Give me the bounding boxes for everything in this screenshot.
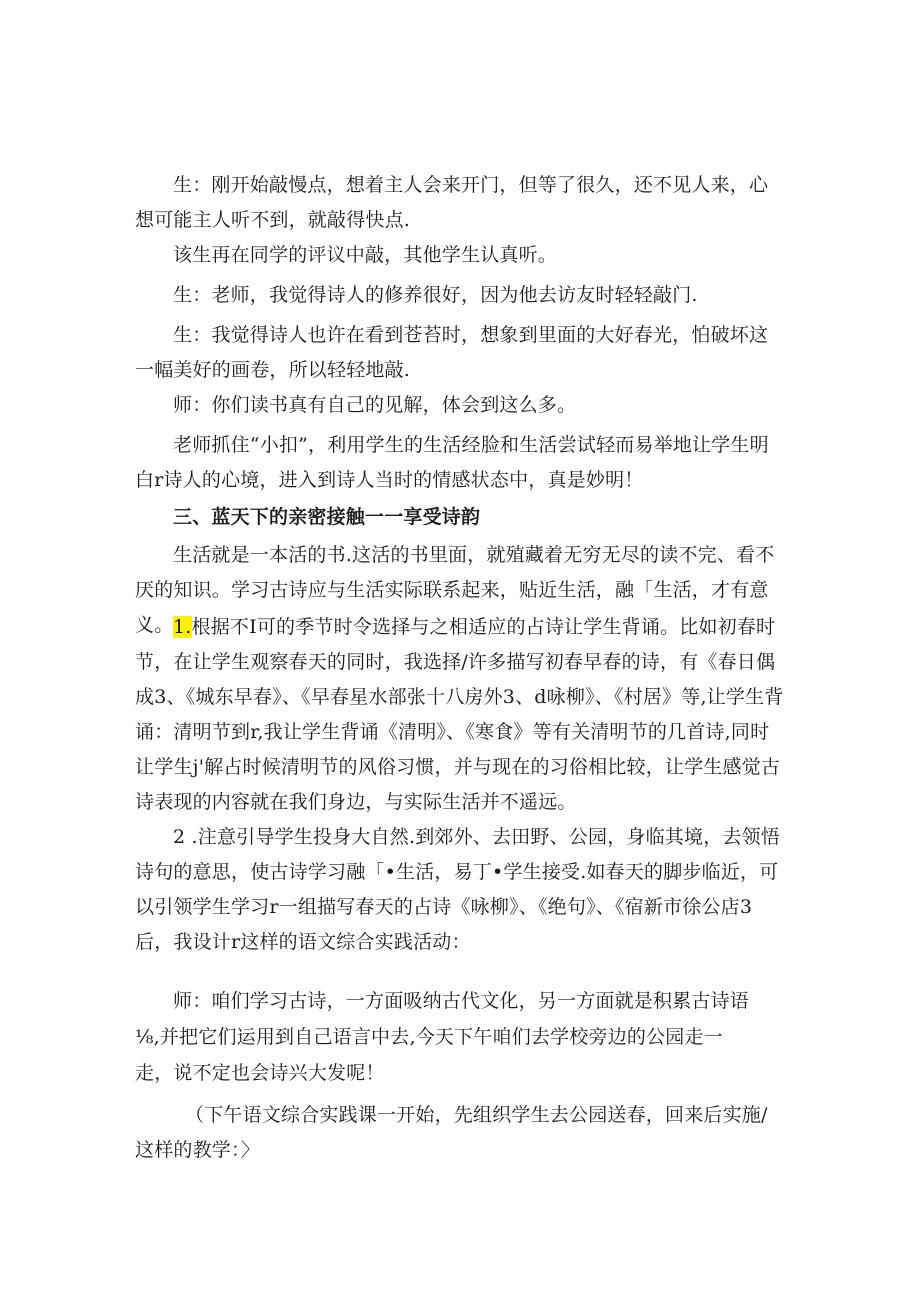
paragraph-life-book: 生活就是一本活的书.这活的书里面，就殖藏着无穷无尽的读不完、看不厌的知识。学习古诗应与生活实际联系起来，贴近生活，融「生活，才有意义。 <box>135 544 775 636</box>
item-one-text: 根据不I可的季节时令选择与之相适应的占诗让学生背诵。比如初春时节，在让学生观察春天的同时，我选择/许多描写初春早春的诗，有《春日偶成3、《城东早春》、《早春星水部张十八房外3、d咏柳》、《村居》等,让学生背诵：清明节到r,我让学生背诵《清明》、《寒食》等有关清明节的几首诗,同时让学生j'解占时候清明节的风俗习惯，并与现在的习俗相比较，让学生感觉古诗表现的内容就在我们身边，与实际生活并不遥远。 <box>135 616 784 813</box>
paragraph-student-moss: 生：我觉得诗人也许在看到苍苔时，想象到里面的大好春光，怕破坏这一幅美好的画卷，所以轻轻地敲. <box>135 324 769 381</box>
paragraph-peer-review: 该生再在同学的评议中敲，其他学生认真听。 <box>173 244 558 266</box>
section-heading-three: 三、蓝天下的亲密接触一一享受诗韵 <box>173 506 481 528</box>
paragraph-teacher-xiaokou: 老师抓住“小扣”，利用学生的生活经脸和生活尝试轻而易举地让学生明白r诗人的心境，进入到诗人当时的情感状态中，真是妙明！ <box>135 434 769 491</box>
paragraph-student-poet-manners: 生：老师，我觉得诗人的修养很好，因为他去访友时轻轻敲门. <box>173 284 698 306</box>
paragraph-afternoon-activity: （下午语文综合实践课一开始，先组织学生去公园送春，回来后实施/这样的教学：〉 <box>135 1104 768 1161</box>
paragraph-teacher-line-1: 师：咱们学习古诗，一方面吸纳古代文化，另一方面就是积累古诗语 <box>173 990 750 1012</box>
paragraph-teacher-praise: 师：你们读书真有自己的见解，体会到这么多。 <box>173 394 577 416</box>
paragraph-item-one <box>135 610 785 820</box>
paragraph-student-knock: 生：刚开始敲慢点，想着主人会来开门，但等了很久，还不见人来，心想可能主人听不到，就敲得快点. <box>135 174 769 231</box>
highlighted-item-number: 1. <box>173 616 192 638</box>
paragraph-teacher-line-3: 走，说不定也会诗兴大发呢！ <box>135 1062 385 1084</box>
paragraph-teacher-line-2: ⅛,并把它们运用到自己语言中去,今天下午咱们去学校旁边的公园走一 <box>135 1026 723 1048</box>
paragraph-item-two: 2 .注意引导学生投身大自然.到郊外、去田野、公园，身临其境，去领悟诗句的意思，使古诗学习融「•生活，易丁•学生接受.如春天的脚步临近，可以引领学生学习r一组描写春天的占诗《咏柳》、《绝句》、《宿新市徐公店3后，我设计r这样的语文综合实践活动： <box>135 826 781 953</box>
